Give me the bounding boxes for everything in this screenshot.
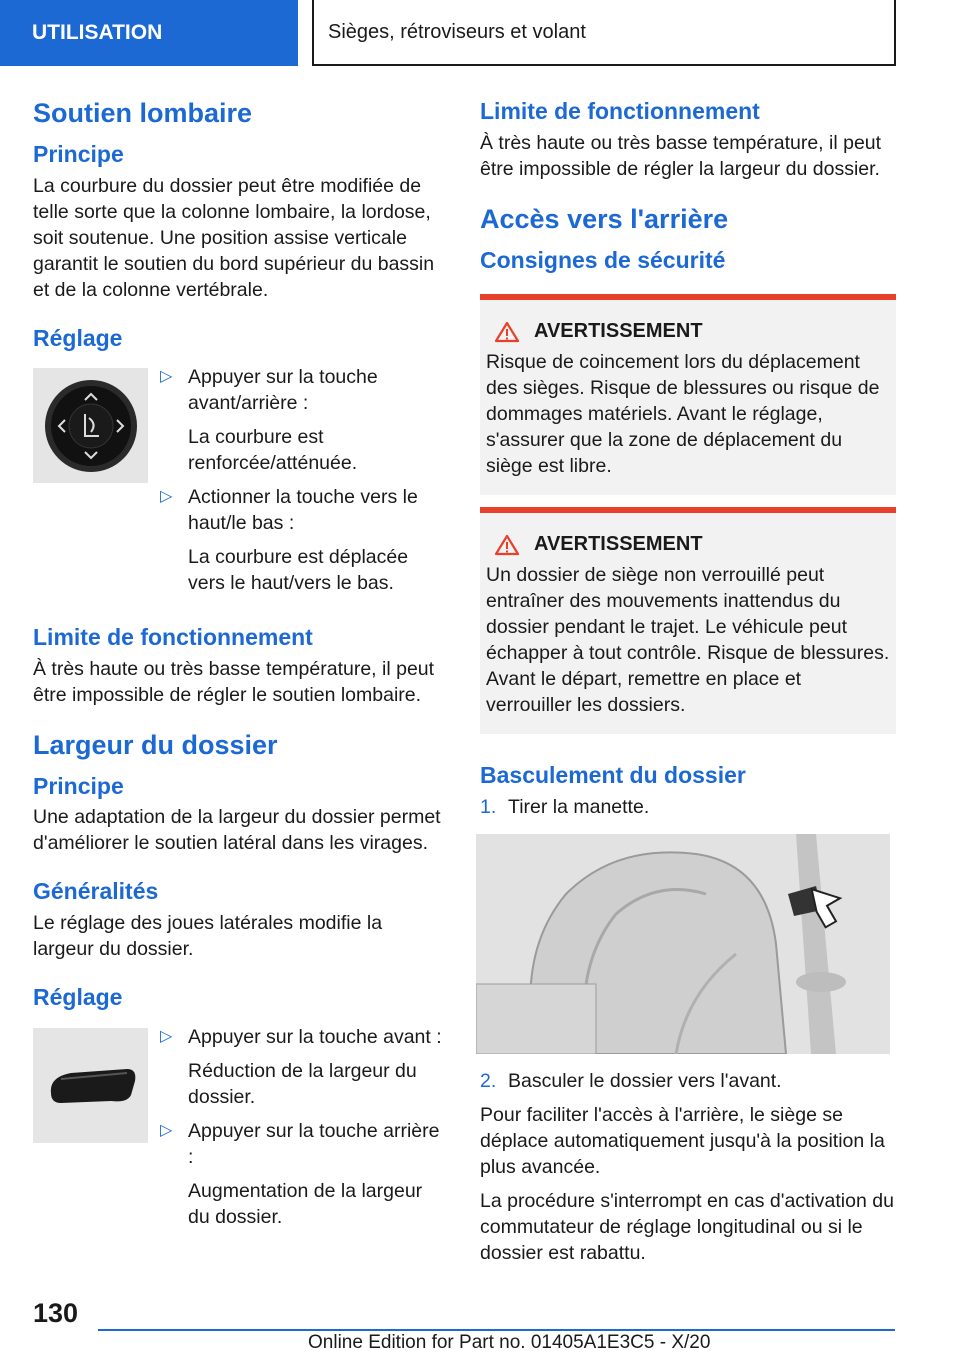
limite2-text: À très haute ou très basse température, il peut être impossible de régler la largeur du dossier.	[480, 131, 882, 180]
acces-para-1: Pour faciliter l'accès à l'arrière, le siège se déplace automatiquement jusqu'à la position la plus avancée.	[480, 1103, 885, 1178]
limite2-heading: Limite de fonctionnement	[480, 98, 760, 124]
bullet-action: Appuyer sur la touche arrière :	[188, 1119, 440, 1168]
footer-edition: Online Edition for Part no. 01405A1E3C5 - X/20	[308, 1332, 711, 1353]
step-text: Basculer le dossier vers l'avant.	[508, 1069, 782, 1092]
list-item	[480, 1068, 896, 1094]
acces-para-2: La procédure s'interrompt en cas d'activation du commutateur de réglage longitudinal ou si le dossier est rabattu.	[480, 1189, 894, 1264]
seat-lever-photo	[476, 834, 890, 1054]
warning-triangle-icon	[494, 321, 520, 343]
principe2-heading: Principe	[33, 772, 124, 799]
principe-heading: Principe	[33, 141, 124, 168]
warning-label: AVERTISSEMENT	[534, 320, 703, 343]
limite-heading: Limite de fonctionnement	[33, 624, 313, 651]
bullet-result: Réduction de la largeur du dossier.	[188, 1059, 417, 1108]
triangle-right-icon: ▷	[160, 488, 173, 506]
bullet-action: Appuyer sur la touche avant :	[188, 1025, 442, 1048]
principe2-text: Une adaptation de la largeur du dossier permet d'améliorer le soutien latéral dans les virages.	[33, 806, 441, 855]
bullet-action: Actionner la touche vers le haut/le bas :	[188, 486, 418, 535]
section-tab	[0, 0, 298, 66]
list-item	[160, 1118, 448, 1230]
step-number: 2.	[480, 1069, 497, 1092]
step-text: Tirer la manette.	[508, 795, 650, 818]
bullet-result: La courbure est déplacée vers le haut/vers le bas.	[188, 546, 409, 595]
page-number: 130	[33, 1298, 79, 1328]
warning-text: Risque de coincement lors du déplacement des sièges. Risque de blessures ou risque de dommages matériels. Avant le réglage, s'assurer que la zone de déplacement du siège est libre.	[486, 351, 880, 478]
reglage-lombaire-list	[160, 364, 448, 596]
warning-text: Un dossier de siège non verrouillé peut entraîner des mouvements inattendus du dossier pendant le trajet. Le véhicule peut échapper à tout contrôle. Risque de blessures. Avant le départ, remettre en place et verrouiller les dossiers.	[486, 564, 890, 717]
reglage-largeur-block	[33, 1024, 448, 1230]
consignes-heading: Consignes de sécurité	[480, 246, 726, 273]
generalites-text: Le réglage des joues latérales modifie la largeur du dossier.	[33, 912, 383, 961]
lumbar-switch-icon	[41, 376, 141, 476]
warning-label: AVERTISSEMENT	[534, 533, 703, 556]
reglage-largeur-list	[160, 1024, 448, 1230]
list-item	[160, 364, 448, 476]
triangle-right-icon: ▷	[160, 1027, 173, 1045]
warning-box-1	[480, 294, 896, 495]
step-number: 1.	[480, 795, 497, 818]
chapter-header	[312, 0, 896, 66]
triangle-right-icon: ▷	[160, 1121, 173, 1139]
principe-text: La courbure du dossier peut être modifiée de telle sorte que la colonne lombaire, la lordose, soit soutenue. Une position assise verticale garantit le soutien du bord supérieur du bassin et de la colonne vertébrale.	[33, 174, 435, 301]
bullet-action: Appuyer sur la touche avant/arrière :	[188, 366, 378, 415]
seat-lever-illustration	[476, 834, 890, 1054]
lumbar-switch-image	[33, 368, 148, 483]
bullet-result: La courbure est renforcée/atténuée.	[188, 426, 358, 475]
generalites-heading: Généralités	[33, 878, 159, 905]
basculement-heading: Basculement du dossier	[480, 762, 746, 789]
width-switch-image	[33, 1028, 148, 1143]
reglage-heading: Réglage	[33, 324, 123, 351]
width-switch-icon	[41, 1055, 141, 1115]
warning-triangle-icon	[494, 534, 520, 556]
limite-text: À très haute ou très basse température, il peut être impossible de régler le soutien lombaire.	[33, 657, 435, 706]
acces-arriere-heading: Accès vers l'arrière	[480, 203, 729, 234]
warning-box-2	[480, 507, 896, 734]
list-item	[160, 1024, 448, 1110]
triangle-right-icon: ▷	[160, 368, 173, 386]
left-column	[33, 98, 448, 1230]
bullet-result: Augmentation de la largeur du dossier.	[188, 1179, 423, 1228]
chapter-label: Sièges, rétroviseurs et volant	[328, 20, 586, 43]
right-column	[480, 98, 896, 1266]
list-item	[480, 794, 896, 820]
largeur-dossier-heading: Largeur du dossier	[33, 729, 278, 760]
list-item	[160, 484, 448, 596]
reglage2-heading: Réglage	[33, 984, 123, 1011]
footer-divider	[98, 1329, 895, 1331]
soutien-lombaire-heading: Soutien lombaire	[33, 98, 253, 128]
reglage-lombaire-block	[33, 364, 448, 596]
section-label: UTILISATION	[32, 21, 163, 44]
